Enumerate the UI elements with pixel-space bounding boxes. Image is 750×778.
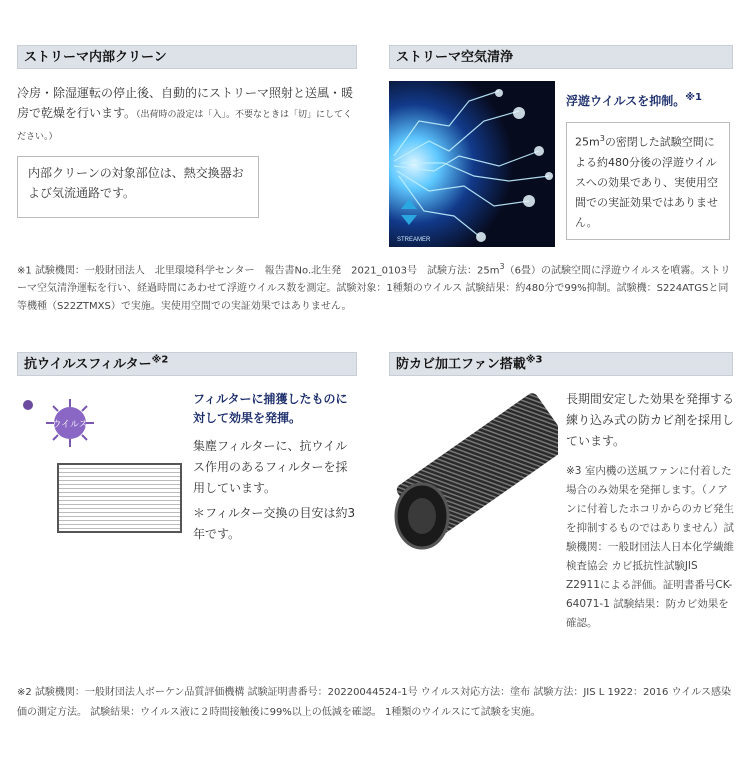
air-purify-test-box: [566, 122, 730, 240]
section-title: ストリーマ内部クリーン: [24, 50, 167, 65]
note-text: ＊フィルター交換の目安は約3年です。: [193, 506, 356, 541]
cross-flow-fan-illustration: [390, 388, 558, 558]
footnote-text: 室内機の送風ファンに付着した場合のみ効果を発揮します。（ノアンに付着したホコリからのカビ発生を抑制するものではありません）試験機関：一般財団法人日本化学繊維検査協会 カビ抵抗性試験JIS Z2911による評価。証明書番号CK-64071-1 試験結果：防カビ効果を確認。: [566, 465, 734, 629]
footnote-text-post: （6畳）の試験空間に浮遊ウイルスを噴霧。ストリーマ空気清浄運転を行い、経過時間にあわせて浮遊ウイルス数を測定。試験対象：1種類のウイルス 試験結果：約480分で99%抑制。試験機：S224ATGSと同等機種（S22ZTMXS）で実施。実使用空間での実証効果ではありません。: [17, 265, 731, 313]
footnote-text-pre: 試験機関：一般財団法人 北里環境科学センター 報告書No.北生発 2021_0103号 試験方法：25m: [34, 265, 500, 277]
heading-footnote-mark: ※1: [685, 92, 702, 103]
footnote-mark: ※2: [17, 687, 32, 698]
box-text-pre: 25m: [575, 135, 600, 149]
footnote-3: [566, 462, 734, 633]
internal-clean-target-box: [17, 156, 259, 218]
title-footnote-mark: ※3: [525, 354, 543, 366]
internal-clean-description: [17, 83, 357, 147]
filter-replace-note: [193, 503, 358, 545]
description-main: 冷房・除湿運転の停止後、自動的にストリーマ照射と送風・暖房で乾燥を行います。: [17, 86, 354, 120]
footnote-mark: ※3: [566, 465, 582, 477]
title-footnote-mark: ※2: [151, 354, 169, 366]
box-text-sup: 3: [599, 134, 605, 143]
footnote-2: [17, 683, 732, 723]
footnote-1: [17, 258, 732, 316]
streamer-image: [389, 81, 555, 247]
box-text-post: の密閉した試験空間による約480分後の浮遊ウイルスへの効果であり、実使用空間での実証効果ではありません。: [575, 135, 718, 229]
antiviral-heading: [193, 390, 358, 428]
section-header-antimold-fan: [389, 352, 733, 376]
section-header-antiviral-filter: [17, 352, 357, 376]
heading-text: 浮遊ウイルスを抑制。: [566, 94, 686, 108]
antiviral-body: [193, 436, 358, 499]
plasma-burst-illustration: [389, 81, 555, 247]
section-header-streamer-internal-clean: [17, 45, 357, 69]
heading-text: フィルターに捕獲したものに対して効果を発揮。: [193, 392, 348, 425]
section-title: ストリーマ空気清浄: [396, 50, 514, 65]
filter-mesh-image: [57, 463, 182, 533]
section-header-streamer-air-purify: [389, 45, 733, 69]
virus-label: ウイルス: [52, 420, 88, 430]
footnote-text: 試験機関：一般財団法人ボーケン品質評価機構 試験証明書番号：20220044524-1号 ウイルス対応方法：塗布 試験方法：JIS L 1922：2016 ウイルス感染価の測定方法。 試験結果：ウイルス液に２時間接触後に99%以上の低減を確認。 1種類のウイルスにて試験を実施。: [17, 687, 731, 718]
air-purify-heading: [566, 92, 736, 109]
description-small: （出荷時の設定は「入」。不要なときは「切」にしてください。）: [17, 110, 353, 142]
section-title: 防カビ加工ファン搭載: [396, 357, 526, 372]
section-title: 抗ウイルスフィルター: [24, 357, 152, 372]
body-text: 集塵フィルターに、抗ウイルス作用のあるフィルターを採用しています。: [193, 439, 348, 495]
virus-icon: [20, 395, 100, 451]
target-box-text: 内部クリーンの対象部位は、熱交換器および気流通路です。: [28, 166, 244, 200]
body-text: 長期間安定した効果を発揮する練り込み式の防カビ剤を採用しています。: [566, 392, 735, 448]
fan-image: [390, 388, 558, 558]
virus-illustration: [20, 395, 100, 451]
footnote-mark: ※1: [17, 265, 32, 277]
antimold-body: [566, 389, 734, 452]
footnote-sup: 3: [499, 262, 505, 271]
streamer-logo-text: STREAMER: [397, 237, 431, 243]
